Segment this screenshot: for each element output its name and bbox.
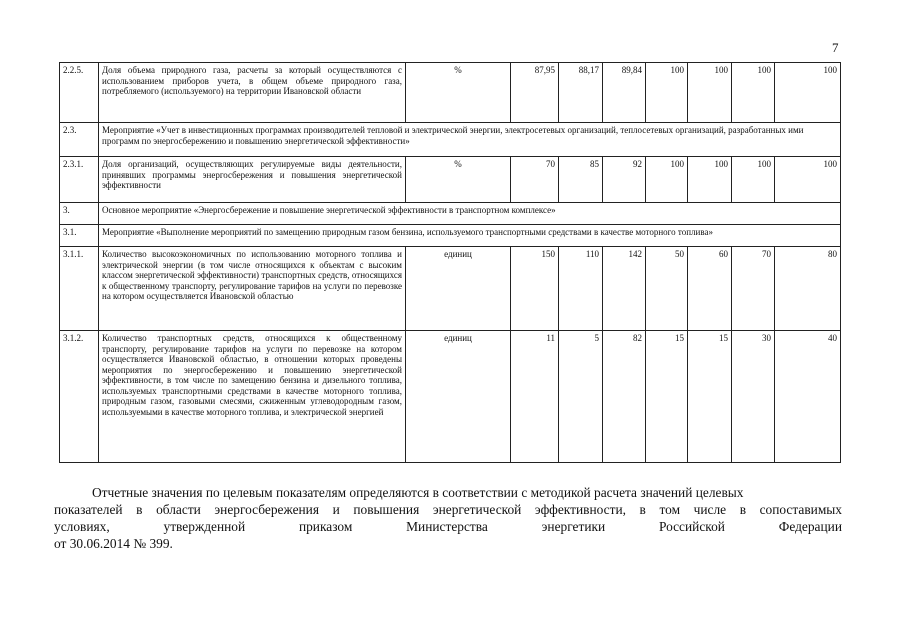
row-number: 3.1.1. <box>60 247 99 331</box>
row-value: 150 <box>511 247 559 331</box>
table-row <box>60 225 841 247</box>
row-measure-text: Основное мероприятие «Энергосбережение и повышение энергетической эффективности в транспортном комплексе» <box>99 203 841 225</box>
row-value: 100 <box>646 157 688 203</box>
row-value: 70 <box>732 247 775 331</box>
row-value: 89,84 <box>603 63 646 123</box>
row-number: 2.3. <box>60 123 99 157</box>
row-value: 11 <box>511 331 559 463</box>
page-number: 7 <box>832 40 839 55</box>
row-value: 82 <box>603 331 646 463</box>
row-measure-text: Мероприятие «Учет в инвестиционных программах производителей тепловой и электрической энергии, электросетевых организаций, теплосетевых организаций, разработанных ими программ по энергосбережению и повышению энергетической эффективности» <box>99 123 841 157</box>
row-value: 92 <box>603 157 646 203</box>
row-number: 2.2.5. <box>60 63 99 123</box>
row-description: Доля объема природного газа, расчеты за который осуществляются с использованием приборов учета, в общем объеме природного газа, потребляемого (используемого) на территории Ивановской области <box>99 63 406 123</box>
row-description: Количество высокоэкономичных по использованию моторного топлива и электрической энергии (в том числе относящихся к объектам с высоким классом энергетической эффективности) транспортных средств, относящихся к общественному транспорту, регулирование тарифов на услуги по перевозке на котором осуществляется Ивановской областью <box>99 247 406 331</box>
table-row <box>60 331 841 463</box>
row-value: 142 <box>603 247 646 331</box>
row-value: 15 <box>688 331 732 463</box>
row-description: Доля организаций, осуществляющих регулируемые виды деятельности, принявших программы энергосбережения и повышения энергетической эффективности <box>99 157 406 203</box>
footer-line: Отчетные значения по целевым показателям определяются в соответствии с методикой расчета значений целевых <box>92 485 744 500</box>
row-value: 15 <box>646 331 688 463</box>
row-number: 3.1.2. <box>60 331 99 463</box>
row-value: 100 <box>688 157 732 203</box>
footer-paragraph <box>54 484 842 552</box>
footer-line: условиях, утвержденной приказом Министерства энергетики Российской Федерации <box>54 519 842 534</box>
row-number: 2.3.1. <box>60 157 99 203</box>
row-value: 88,17 <box>559 63 603 123</box>
row-number: 3.1. <box>60 225 99 247</box>
row-value: 80 <box>775 247 841 331</box>
footer-line: показателей в области энергосбережения и повышения энергетической эффективности, в том числе в сопоставимых <box>54 502 842 517</box>
row-value: 100 <box>732 157 775 203</box>
table-row <box>60 247 841 331</box>
row-value: 60 <box>688 247 732 331</box>
footer-line: от 30.06.2014 № 399. <box>54 536 173 551</box>
row-value: 100 <box>732 63 775 123</box>
row-value: 40 <box>775 331 841 463</box>
row-value: 50 <box>646 247 688 331</box>
row-unit: единиц <box>406 247 511 331</box>
row-value: 100 <box>688 63 732 123</box>
row-unit: % <box>406 63 511 123</box>
row-description: Количество транспортных средств, относящихся к общественному транспорту, регулирование тарифов на услуги по перевозке на котором осуществляется Ивановской областью, в отношении которых проведены мероприятия по энергосбережению и повышению энергетической эффективности, в том числе по замещению бензина и дизельного топлива, используемых транспортными средствами в качестве моторного топлива, природным газом, газовыми смесями, сжиженным углеводородным газом, используемыми в качестве моторного топлива, и электрической энергией <box>99 331 406 463</box>
row-value: 5 <box>559 331 603 463</box>
row-unit: единиц <box>406 331 511 463</box>
row-value: 110 <box>559 247 603 331</box>
table-row <box>60 157 841 203</box>
row-number: 3. <box>60 203 99 225</box>
table-row <box>60 203 841 225</box>
row-value: 100 <box>646 63 688 123</box>
row-unit: % <box>406 157 511 203</box>
row-value: 70 <box>511 157 559 203</box>
table-row <box>60 123 841 157</box>
row-measure-text: Мероприятие «Выполнение мероприятий по замещению природным газом бензина, используемого транспортными средствами в качестве моторного топлива» <box>99 225 841 247</box>
row-value: 30 <box>732 331 775 463</box>
row-value: 87,95 <box>511 63 559 123</box>
table-row <box>60 63 841 123</box>
indicators-table <box>59 62 841 463</box>
row-value: 100 <box>775 63 841 123</box>
row-value: 100 <box>775 157 841 203</box>
row-value: 85 <box>559 157 603 203</box>
